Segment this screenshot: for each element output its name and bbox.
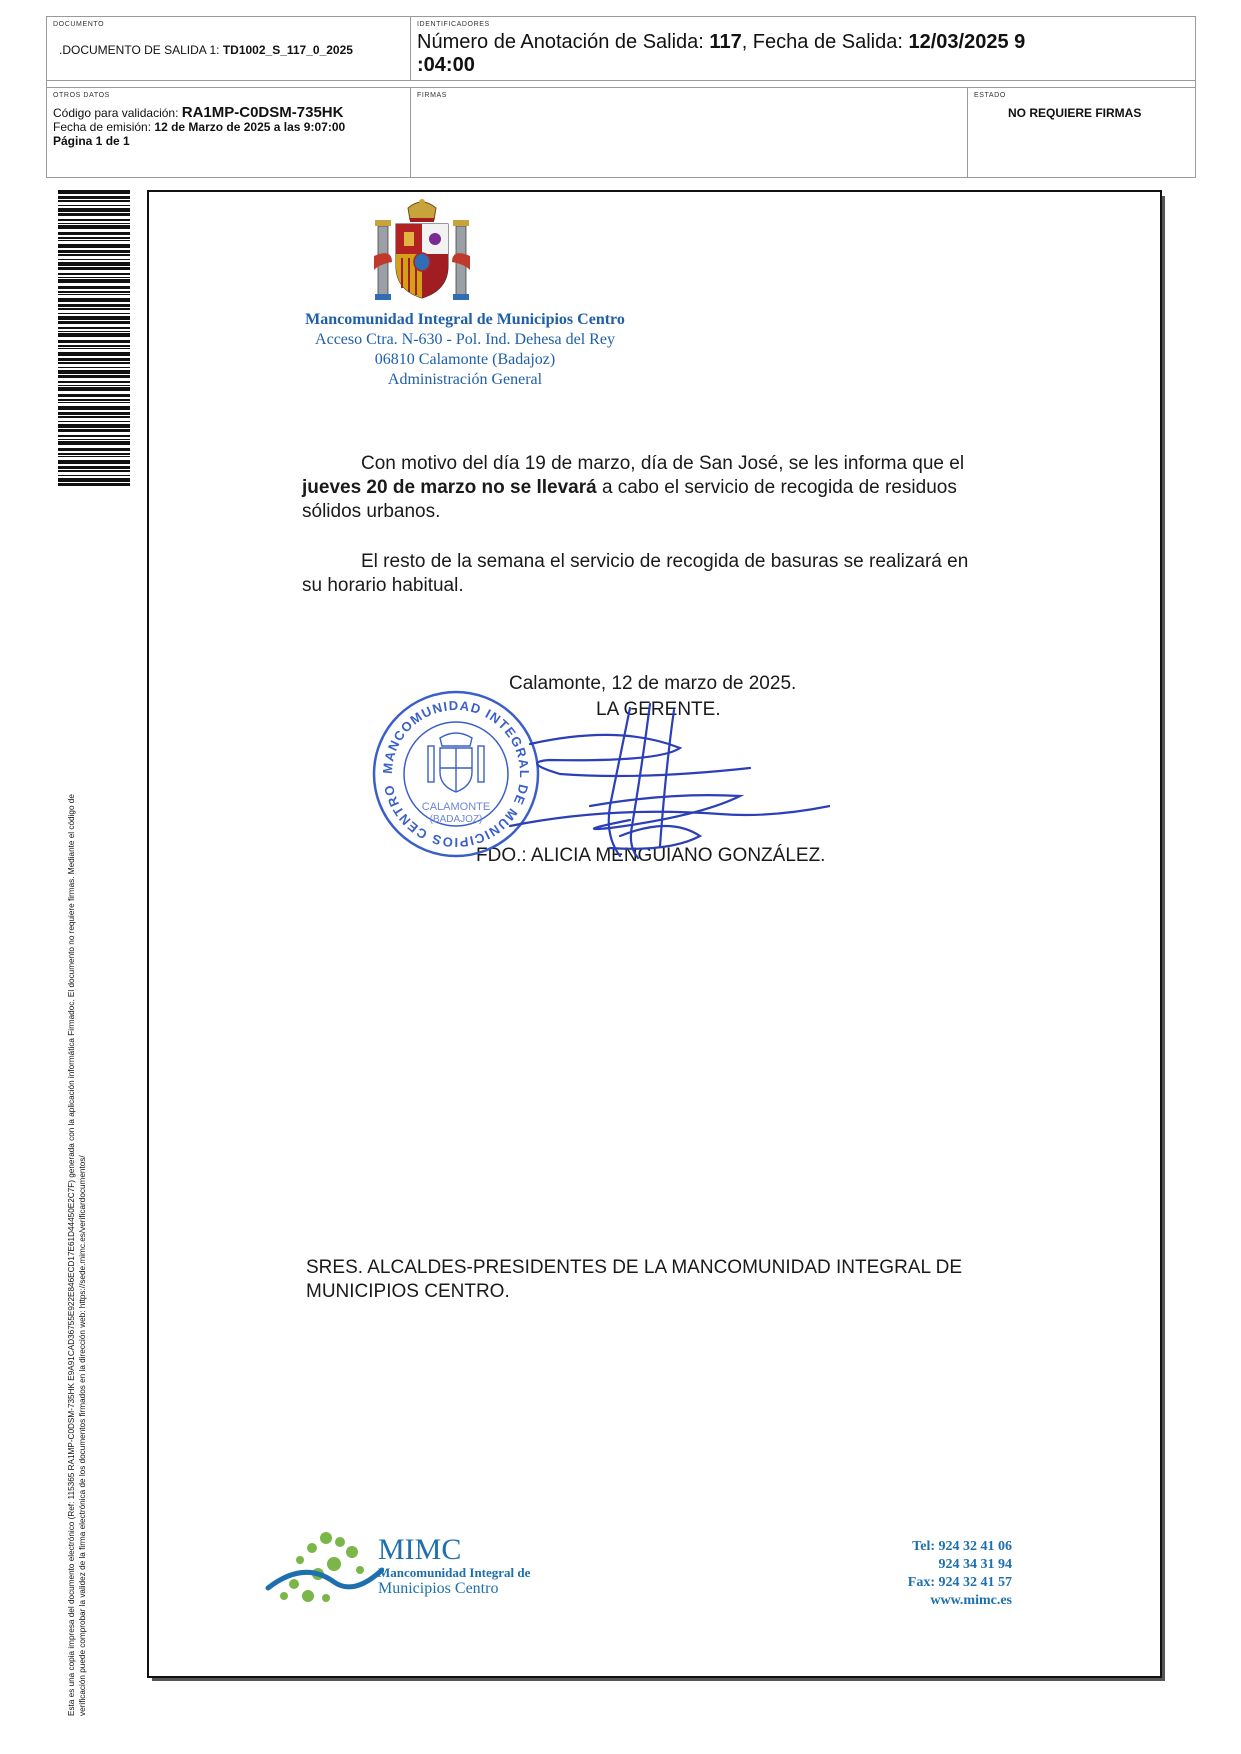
svg-text:CALAMONTE: CALAMONTE xyxy=(421,801,491,813)
signature-place-date: Calamonte, 12 de marzo de 2025. xyxy=(509,673,797,694)
footer-tel2: 924 34 31 94 xyxy=(938,1557,1012,1572)
codigo-value: RA1MP-C0DSM-735HK xyxy=(181,104,344,121)
codigo-label: Código para validación: xyxy=(53,106,182,120)
firmas-cell xyxy=(411,88,968,178)
documento-line xyxy=(59,43,353,57)
footer-tel: Tel: 924 32 41 06 xyxy=(912,1539,1012,1554)
emision-value: 12 de Marzo de 2025 a las 9:07:00 xyxy=(154,120,346,134)
firmas-caption: FIRMAS xyxy=(417,92,448,99)
side-note-line1: Esta es una copia impresa del documento electrónico (Ref: 115365 RA1MP-C0DSM-735HK E9A91CAD36755E922E846ECD17E61D44450E2C7F) generada con la aplicación informática Firmadoc. El documento no requiere firmas. Mediante el código de xyxy=(67,794,76,1716)
documento-cell xyxy=(47,17,411,81)
letterhead-address2: 06810 Calamonte (Badajoz) xyxy=(374,351,556,368)
pagina: Página 1 de 1 xyxy=(53,134,130,148)
recipients-line1: SRES. ALCALDES-PRESIDENTES DE LA MANCOMUNIDAD INTEGRAL DE xyxy=(306,1257,963,1278)
frame-shadow-right xyxy=(1162,196,1165,1680)
header-table xyxy=(46,16,1196,178)
otros-datos-caption: OTROS DATOS xyxy=(53,92,110,99)
side-validation-note xyxy=(66,794,88,1716)
estado-caption: ESTADO xyxy=(974,92,1006,99)
logo-line2: Municipios Centro xyxy=(378,1580,499,1597)
barcode xyxy=(58,190,130,490)
estado-value: NO REQUIERE FIRMAS xyxy=(1008,106,1142,120)
anotacion-line xyxy=(417,31,1077,77)
mimc-logo-text xyxy=(378,1534,530,1598)
documento-caption: DOCUMENTO xyxy=(53,21,105,28)
letterhead-org: Mancomunidad Integral de Municipios Centro xyxy=(305,311,625,328)
emision-line xyxy=(53,120,345,134)
coat-of-arms-icon xyxy=(372,198,472,304)
p1-mid: a cabo el servicio de recogida de residuos xyxy=(596,477,957,498)
letterhead-address1: Acceso Ctra. N-630 - Pol. Ind. Dehesa del Rey xyxy=(315,331,615,348)
documento-value: TD1002_S_117_0_2025 xyxy=(222,43,353,57)
otros-datos-content xyxy=(53,106,345,148)
p2-line1: El resto de la semana el servicio de recogida de basuras se realizará en xyxy=(361,551,969,572)
p1-line1: Con motivo del día 19 de marzo, día de San José, se les informa que el xyxy=(361,453,965,474)
fecha-value: 12/03/2025 9 xyxy=(908,31,1026,53)
identificadores-cell xyxy=(411,17,1196,81)
svg-text:MANCOMUNIDAD INTEGRAL DE MUNIC: MANCOMUNIDAD INTEGRAL DE MUNICIPIOS CENTRO xyxy=(379,697,533,851)
letterhead xyxy=(255,310,675,390)
documento-prefix: .DOCUMENTO DE SALIDA 1: xyxy=(59,43,223,57)
footer-web: www.mimc.es xyxy=(930,1593,1012,1608)
recipients-line2: MUNICIPIOS CENTRO. xyxy=(306,1281,510,1302)
body-paragraph-1 xyxy=(302,452,1042,524)
logo-acronym: MIMC xyxy=(378,1533,462,1566)
p1-line2 xyxy=(302,476,1042,500)
body-paragraph-2 xyxy=(302,550,1042,598)
anotacion-value: 117 xyxy=(709,31,742,53)
signature-role: LA GERENTE. xyxy=(596,699,721,720)
p2-line2: su horario habitual. xyxy=(302,575,464,596)
side-note-line2: verificación puede comprobar la validez de la firma electrónica de los documentos firmados en la dirección web: https://sede.mimc.es/verificardocumentos/ xyxy=(78,1155,87,1716)
estado-cell xyxy=(968,88,1196,178)
svg-text:(BADAJOZ): (BADAJOZ) xyxy=(429,814,483,825)
handwritten-signature xyxy=(470,696,830,866)
frame-shadow-bottom xyxy=(152,1678,1165,1681)
emision-label: Fecha de emisión: xyxy=(53,120,155,134)
mimc-logo-icon xyxy=(264,1530,384,1612)
fecha-label: , Fecha de Salida: xyxy=(741,31,909,53)
document-frame xyxy=(147,190,1162,1678)
signature-signed-by: FDO.: ALICIA MENGUIANO GONZÁLEZ. xyxy=(476,845,826,866)
identificadores-caption: IDENTIFICADORES xyxy=(417,21,490,28)
p1-line3: sólidos urbanos. xyxy=(302,501,441,522)
fecha-value-cont: :04:00 xyxy=(417,54,475,76)
logo-line1: Mancomunidad Integral de xyxy=(378,1565,531,1580)
footer-contact xyxy=(820,1538,1012,1610)
anotacion-label: Número de Anotación de Salida: xyxy=(417,31,710,53)
p1-bold: jueves 20 de marzo no se llevará xyxy=(302,477,597,498)
footer-fax: Fax: 924 32 41 57 xyxy=(907,1575,1012,1590)
recipients xyxy=(306,1256,962,1304)
letterhead-dept: Administración General xyxy=(387,371,543,388)
codigo-line xyxy=(53,106,345,120)
otros-datos-cell xyxy=(47,88,411,178)
